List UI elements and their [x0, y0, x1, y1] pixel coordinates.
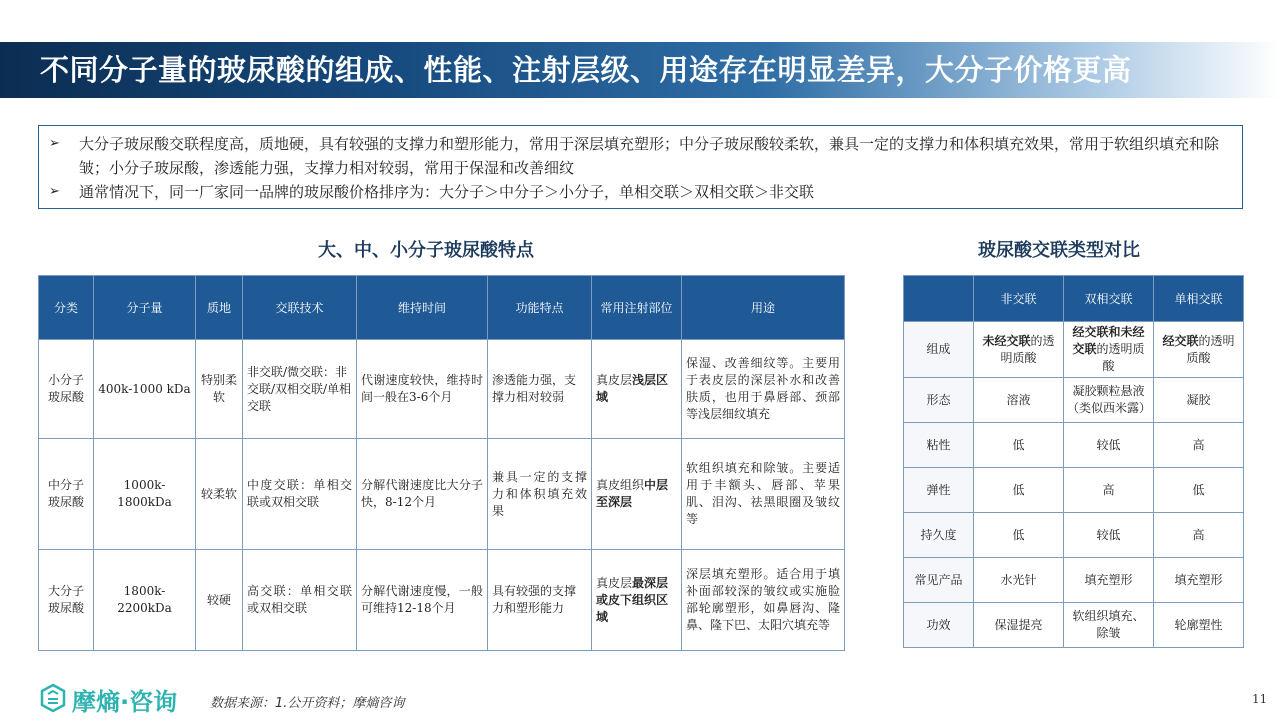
bold-term: 经交联	[1162, 333, 1199, 348]
texture-cell: 较柔软	[196, 439, 243, 550]
category-cell: 中分子玻尿酸	[39, 439, 94, 550]
page-title: 不同分子量的玻尿酸的组成、性能、注射层级、用途存在明显差异，大分子价格更高	[40, 53, 1132, 87]
value-cell: 凝胶	[1154, 378, 1244, 423]
page-number: 11	[1252, 692, 1268, 706]
use-cell: 深层填充塑形。适合用于填补面部较深的皱纹或实施脸部轮廓塑形，如鼻唇沟、隆鼻、隆下巴、太阳穴填充等	[682, 550, 845, 651]
column-header: 常用注射部位	[592, 276, 682, 340]
value-cell: 高	[1154, 423, 1244, 468]
use-cell: 软组织填充和除皱。主要适用于丰额头、唇部、苹果肌、泪沟、祛黑眼圈及皱纹等	[682, 439, 845, 550]
title-bar	[0, 42, 1280, 98]
use-cell: 保湿、改善细纹等。主要用于表皮层的深层补水和改善肤质，也用于鼻唇部、颈部等浅层细纹填充	[682, 340, 845, 439]
row-label: 形态	[904, 378, 974, 423]
row-label: 功效	[904, 603, 974, 648]
value-cell	[1154, 322, 1244, 378]
crosslink-comparison-table	[903, 275, 1244, 648]
row-label: 组成	[904, 322, 974, 378]
table-row	[904, 378, 1244, 423]
mw-cell: 1000k-1800kDa	[94, 439, 196, 550]
duration-cell: 分解代谢速度慢，一般可维持12-18个月	[357, 550, 488, 651]
left-table-title: 大、中、小分子玻尿酸特点	[318, 240, 534, 261]
arrow-bullet-icon: ➢	[49, 184, 60, 199]
site-cell	[592, 550, 682, 651]
site-bold: 最深层或皮下组织区域	[596, 575, 669, 624]
brand-logo-text: 摩熵·咨询	[72, 688, 178, 716]
category-cell: 大分子玻尿酸	[39, 550, 94, 651]
column-header: 分类	[39, 276, 94, 340]
term-rest: 的透明质酸	[1096, 342, 1145, 373]
arrow-bullet-icon: ➢	[49, 136, 60, 151]
feature-cell: 具有较强的支撑力和塑形能力	[488, 550, 592, 651]
value-cell: 水光针	[974, 558, 1064, 603]
summary-text: 通常情况下，同一厂家同一品牌的玻尿酸价格排序为：大分子＞中分子＞小分子，单相交联＞双相交联＞非交联	[79, 183, 815, 201]
value-cell: 低	[974, 513, 1064, 558]
table-row	[39, 550, 845, 651]
term-rest: 的透明质酸	[1000, 333, 1055, 365]
row-label: 弹性	[904, 468, 974, 513]
value-cell: 较低	[1064, 423, 1154, 468]
value-cell: 轮廓塑性	[1154, 603, 1244, 648]
column-header: 用途	[682, 276, 845, 340]
table-row	[904, 322, 1244, 378]
molecular-weight-table	[38, 275, 845, 651]
site-cell	[592, 340, 682, 439]
summary-item	[49, 180, 1232, 204]
bold-term: 经交联和未经交联	[1072, 325, 1145, 356]
value-cell: 溶液	[974, 378, 1064, 423]
site-bold: 中层至深层	[596, 478, 669, 509]
data-source: 数据来源：1.公开资料；摩熵咨询	[210, 696, 405, 711]
mw-cell: 1800k-2200kDa	[94, 550, 196, 651]
duration-cell: 代谢速度较快，维持时间一般在3-6个月	[357, 340, 488, 439]
table-row	[904, 603, 1244, 648]
table-row	[904, 513, 1244, 558]
texture-cell: 特别柔软	[196, 340, 243, 439]
value-cell	[974, 322, 1064, 378]
crosslink-cell: 非交联/微交联：非交联/双相交联/单相交联	[243, 340, 357, 439]
column-header: 单相交联	[1154, 276, 1244, 322]
column-header: 分子量	[94, 276, 196, 340]
row-label: 持久度	[904, 513, 974, 558]
texture-cell: 较硬	[196, 550, 243, 651]
summary-box	[38, 125, 1243, 209]
column-header: 双相交联	[1064, 276, 1154, 322]
row-label: 粘性	[904, 423, 974, 468]
value-cell: 低	[974, 468, 1064, 513]
column-header: 功能特点	[488, 276, 592, 340]
value-cell: 填充塑形	[1064, 558, 1154, 603]
value-cell: 填充塑形	[1154, 558, 1244, 603]
column-header: 维持时间	[357, 276, 488, 340]
row-label: 常见产品	[904, 558, 974, 603]
bold-term: 未经交联	[982, 333, 1031, 348]
summary-item	[49, 132, 1232, 180]
crosslink-cell: 高交联：单相交联或双相交联	[243, 550, 357, 651]
value-cell: 软组织填充、除皱	[1064, 603, 1154, 648]
table-header-row	[39, 276, 845, 340]
crosslink-cell: 中度交联：单相交联或双相交联	[243, 439, 357, 550]
feature-cell: 渗透能力强，支撑力相对较弱	[488, 340, 592, 439]
value-cell: 低	[974, 423, 1064, 468]
value-cell: 高	[1154, 513, 1244, 558]
value-cell	[1064, 322, 1154, 378]
site-bold: 浅层区域	[596, 373, 669, 404]
site-cell	[592, 439, 682, 550]
brand-logo-icon	[38, 683, 68, 713]
feature-cell: 兼具一定的支撑力和体积填充效果	[488, 439, 592, 550]
duration-cell: 分解代谢速度比大分子快，8-12个月	[357, 439, 488, 550]
column-header: 质地	[196, 276, 243, 340]
category-cell: 小分子玻尿酸	[39, 340, 94, 439]
column-header	[904, 276, 974, 322]
table-header-row	[904, 276, 1244, 322]
table-row	[39, 439, 845, 550]
table-row	[904, 423, 1244, 468]
value-cell: 低	[1154, 468, 1244, 513]
table-row	[904, 468, 1244, 513]
site-prefix: 真皮层	[596, 575, 633, 590]
column-header: 非交联	[974, 276, 1064, 322]
mw-cell: 400k-1000 kDa	[94, 340, 196, 439]
right-table-title: 玻尿酸交联类型对比	[978, 240, 1140, 261]
value-cell: 保湿提亮	[974, 603, 1064, 648]
value-cell: 高	[1064, 468, 1154, 513]
value-cell: 凝胶颗粒悬液（类似西米露）	[1064, 378, 1154, 423]
column-header: 交联技术	[243, 276, 357, 340]
value-cell: 较低	[1064, 513, 1154, 558]
table-row	[39, 340, 845, 439]
site-prefix: 真皮层	[596, 373, 633, 387]
table-row	[904, 558, 1244, 603]
summary-text: 大分子玻尿酸交联程度高，质地硬，具有较强的支撑力和塑形能力，常用于深层填充塑形；中分子玻尿酸较柔软，兼具一定的支撑力和体积填充效果，常用于软组织填充和除皱；小分子玻尿酸，渗透能力强，支撑力相对较弱，常用于保湿和改善细纹	[79, 135, 1220, 177]
site-prefix: 真皮组织	[596, 478, 645, 492]
term-rest: 的透明质酸	[1186, 333, 1235, 365]
